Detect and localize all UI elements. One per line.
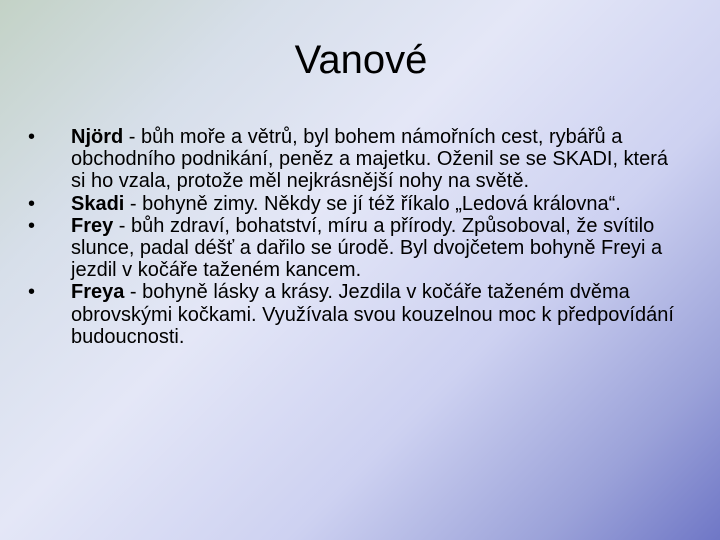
bullet-term: Freya xyxy=(71,281,125,304)
bullet-item-skadi xyxy=(28,193,688,215)
bullet-icon: • xyxy=(28,192,36,215)
slide-title-text: Vanové xyxy=(294,38,428,82)
bullet-item-freya xyxy=(28,281,688,348)
bullet-text: - bohyně zimy. Někdy se jí též říkalo „Ledová královna“. xyxy=(124,192,621,215)
bullet-text: - bohyně lásky a krásy. Jezdila v kočáře taženém dvěma obrovskými kočkami. Využívala svou kouzelnou moc k předpovídání budoucnosti. xyxy=(71,281,674,348)
bullet-text: - bůh zdraví, bohatství, míru a přírody. Způsoboval, že svítilo slunce, padal déšť a dařilo se úrodě. Byl dvojčetem bohyně Freyi a jezdil v kočáře taženém kancem. xyxy=(71,214,663,282)
slide-title xyxy=(0,35,720,85)
bullet-item-njord xyxy=(28,126,688,193)
bullet-term: Njörd xyxy=(71,126,124,148)
bullet-term: Frey xyxy=(71,214,114,237)
bullet-icon: • xyxy=(28,214,36,237)
bullet-item-frey xyxy=(28,215,688,282)
bullet-icon: • xyxy=(28,126,36,148)
bullet-text: - bůh moře a větrů, byl bohem námořních cest, rybářů a obchodního podnikání, peněz a majetku. Oženil se se SKADI, která si ho vzala, protože měl nejkrásnější nohy na světě. xyxy=(71,126,669,193)
bullet-icon: • xyxy=(28,281,36,304)
bullet-list xyxy=(28,126,688,348)
bullet-term: Skadi xyxy=(71,192,125,215)
